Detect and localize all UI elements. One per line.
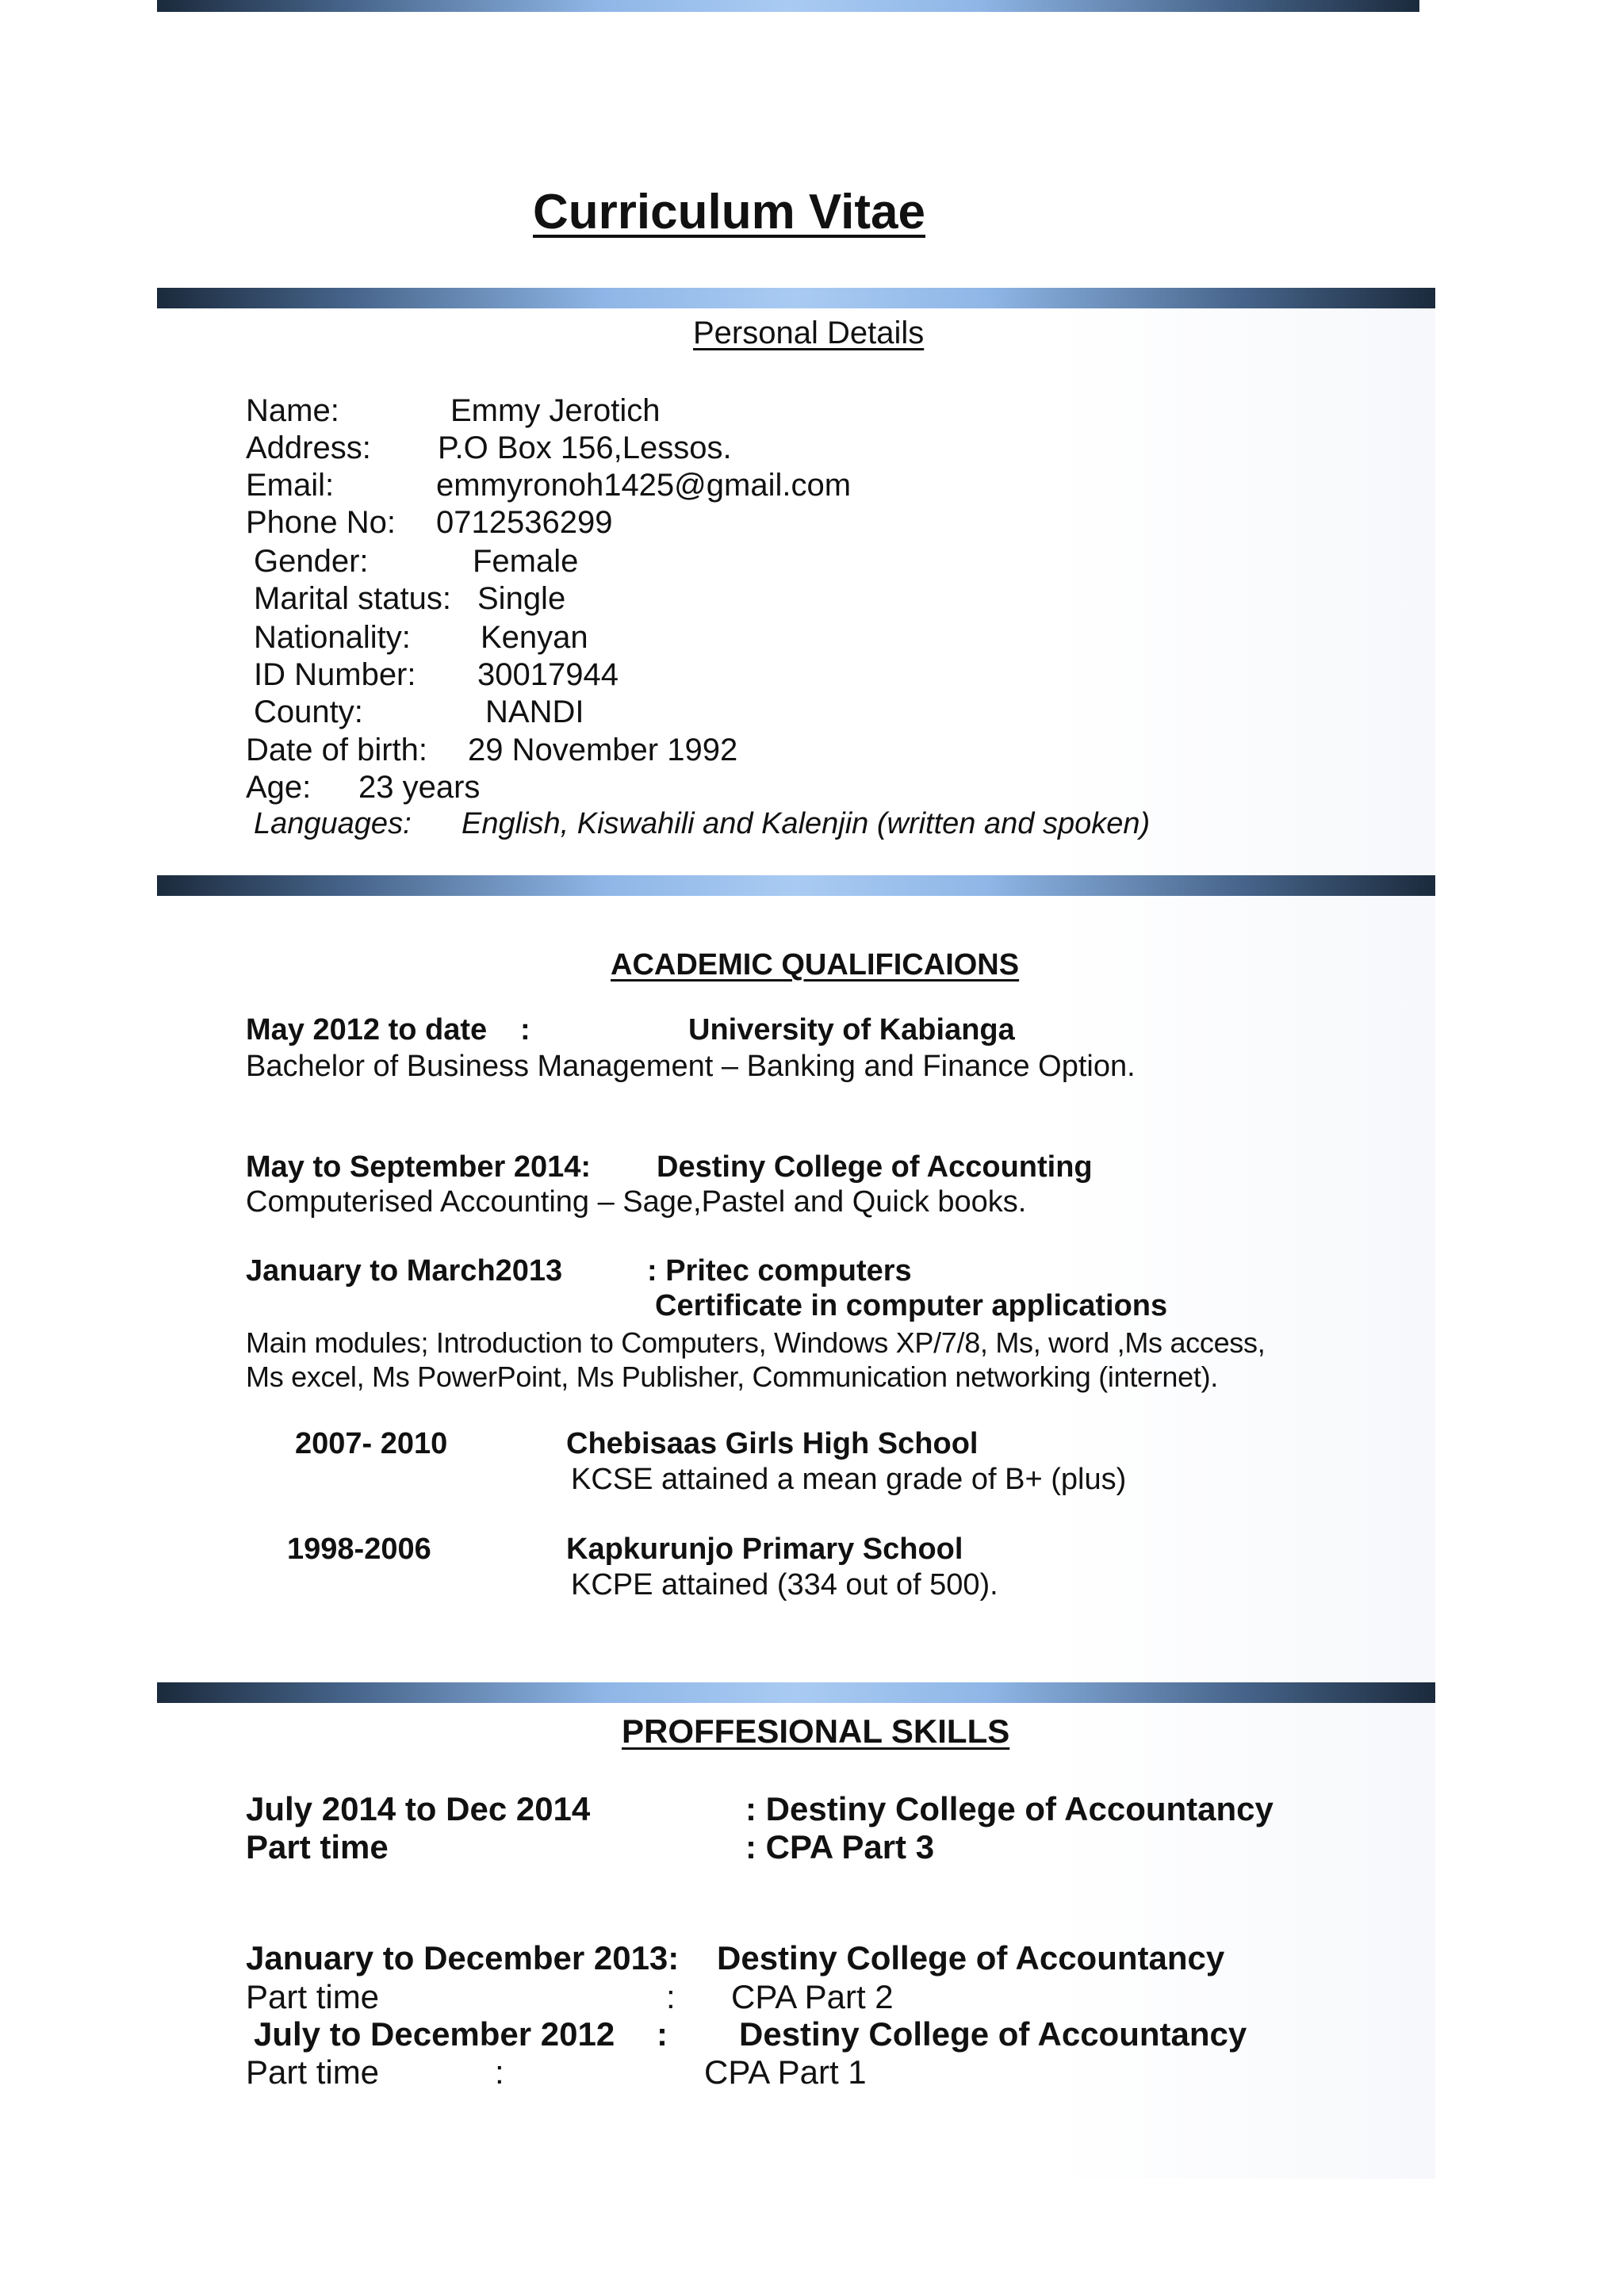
skills-period: Part time [246,1978,380,2015]
page-title: Curriculum Vitae [533,185,926,239]
marital-status-value: Single [477,581,566,616]
academic-period: May 2012 to date [246,1013,488,1047]
skills-separator: : [495,2053,504,2091]
skills-value: Destiny College of Accountancy [739,2015,1247,2053]
academic-institution: : Pritec computers [647,1254,912,1288]
skills-divider-bar [157,1682,1435,1703]
academic-details: KCPE attained (334 out of 500). [571,1568,998,1601]
top-divider-bar [157,0,1419,12]
name-label: Name: [246,393,339,428]
academic-details: KCSE attained a mean grade of B+ (plus) [571,1463,1127,1496]
gender-value: Female [473,544,579,579]
academic-institution: Destiny College of Accounting [657,1150,1093,1184]
age-label: Age: [246,770,312,805]
skills-period: July to December 2012 [254,2015,615,2053]
academic-separator: : [520,1013,530,1047]
skills-period: January to December 2013: [246,1939,680,1976]
phone-value: 0712536299 [436,505,613,540]
languages-label: Languages: [254,807,412,840]
address-value: P.O Box 156,Lessos. [438,430,732,465]
skills-separator: : [666,1978,676,2015]
id-number-value: 30017944 [477,657,619,692]
academic-details: Ms excel, Ms PowerPoint, Ms Publisher, Communication networking (internet). [246,1360,1218,1393]
academic-institution: Kapkurunjo Primary School [566,1533,963,1566]
county-value: NANDI [485,695,584,729]
skills-period: July 2014 to Dec 2014 [246,1790,591,1827]
nationality-label: Nationality: [254,620,411,655]
email-label: Email: [246,468,335,503]
id-number-label: ID Number: [254,657,416,692]
academic-period: January to March2013 [246,1254,563,1288]
academic-divider-bar [157,875,1435,896]
address-label: Address: [246,430,371,465]
academic-institution: University of Kabianga [688,1013,1015,1047]
skills-value: Destiny College of Accountancy [717,1939,1225,1976]
academic-details: Main modules; Introduction to Computers, Windows XP/7/8, Ms, word ,Ms access, [246,1326,1266,1359]
gender-label: Gender: [254,544,369,579]
email-value: emmyronoh1425@gmail.com [436,468,852,503]
skills-value: : Destiny College of Accountancy [745,1790,1274,1827]
skills-value: CPA Part 2 [731,1978,894,2015]
academic-period: May to September 2014: [246,1150,592,1184]
skills-period: Part time [246,1828,389,1866]
dob-label: Date of birth: [246,733,428,767]
skills-separator: : [657,2015,668,2053]
marital-status-label: Marital status: [254,581,451,616]
skills-value: : CPA Part 3 [745,1828,935,1866]
languages-value: English, Kiswahili and Kalenjin (written and spoken) [462,807,1151,840]
academic-subtitle: Certificate in computer applications [655,1289,1168,1322]
phone-label: Phone No: [246,505,396,540]
academic-details: Bachelor of Business Management – Banking and Finance Option. [246,1050,1136,1083]
personal-divider-bar [157,288,1435,308]
skills-heading: PROFFESIONAL SKILLS [622,1712,1010,1750]
county-label: County: [254,695,363,729]
academic-period: 2007- 2010 [295,1427,448,1460]
academic-period: 1998-2006 [287,1533,431,1566]
academic-details: Computerised Accounting – Sage,Pastel and Quick books. [246,1185,1027,1219]
academic-heading: ACADEMIC QUALIFICAIONS [611,948,1020,982]
skills-period: Part time [246,2053,380,2091]
personal-details-heading: Personal Details [693,316,925,350]
age-value: 23 years [358,770,481,805]
skills-value: CPA Part 1 [704,2053,867,2091]
academic-institution: Chebisaas Girls High School [566,1427,979,1460]
nationality-value: Kenyan [481,620,588,655]
dob-value: 29 November 1992 [468,733,738,767]
name-value: Emmy Jerotich [450,393,661,428]
